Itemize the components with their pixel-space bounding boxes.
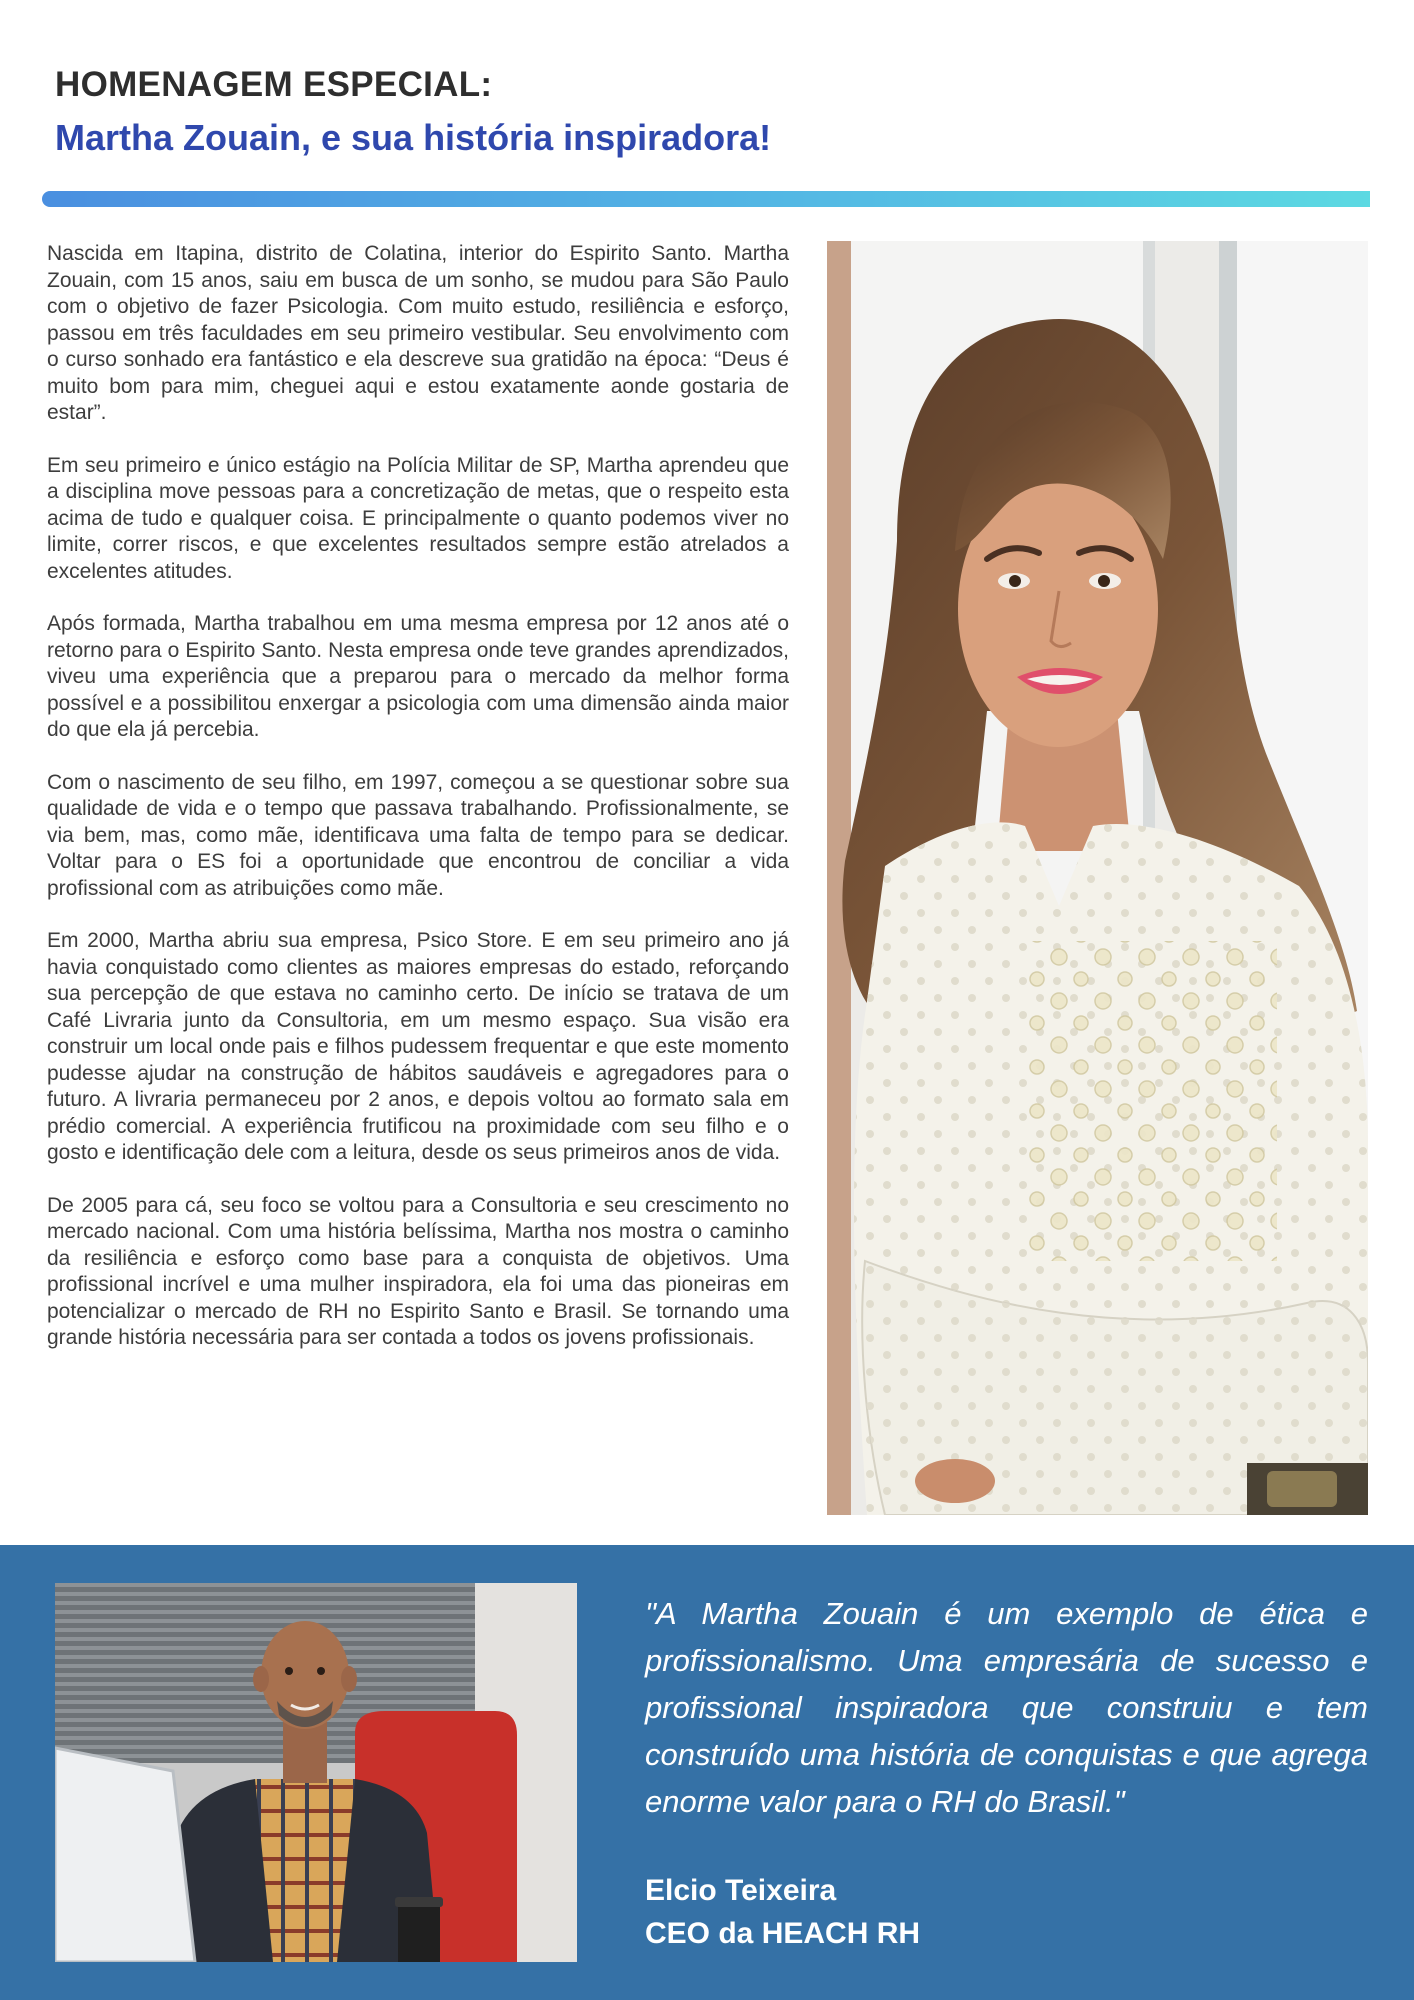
testimonial-band [0, 1545, 1414, 2000]
ceo-photo-cup [395, 1897, 443, 1962]
portrait-photo [827, 241, 1368, 1515]
testimonial-role: CEO da HEACH RH [645, 1917, 921, 1950]
article-paragraph: De 2005 para cá, seu foco se voltou para a Consultoria e seu crescimento no mercado nacional. Com uma história belíssima, Martha nos mostra o caminho da resiliência e esforço como base para a conquista de objetivos. Uma profissional incrível e uma mulher inspiradora, ela foi uma das pioneiras em potencializar o mercado de RH no Espirito Santo e Brasil. Se tornando uma grande história necessária para ser contada a todos os jovens profissionais. [47, 1193, 789, 1349]
testimonial-quote: "A Martha Zouain é um exemplo de ética e profissionalismo. Uma empresária de sucesso e profissional inspiradora que construiu e tem construído uma história de conquistas e que agrega enorme valor para o RH do Brasil." [645, 1596, 1368, 1819]
ceo-photo [55, 1583, 577, 1962]
ceo-photo-monitor [55, 1748, 195, 1962]
article-paragraph: Nascida em Itapina, distrito de Colatina, interior do Espirito Santo. Martha Zouain, com 15 anos, saiu em busca de um sonho, se mudou para São Paulo com o objetivo de fazer Psicologia. Com muito estudo, resiliência e esforço, passou em três faculdades em seu primeiro vestibular. Seu envolvimento com o curso sonhado era fantástico e ela descreve sua gratidão na época: “Deus é muito bom para mim, cheguei aqui e estou exatamente aonde gostaria de estar”. [47, 242, 789, 424]
portrait-illustration [827, 241, 1368, 1515]
article-paragraph: Com o nascimento de seu filho, em 1997, começou a se questionar sobre sua qualidade de vida e o tempo que passava trabalhando. Profissionalmente, se via bem, mas, como mãe, identificava uma falta de tempo para se dedicar. Voltar para o ES foi a oportunidade que encontrou de conciliar a vida profissional com as atribuições como mãe. [47, 770, 789, 900]
article-body [47, 241, 789, 1352]
ceo-illustration [55, 1583, 577, 1962]
article-paragraph: Após formada, Martha trabalhou em uma mesma empresa por 12 anos até o retorno para o Espirito Santo. Nesta empresa onde teve grandes aprendizados, viveu uma experiência que a preparou para o mercado da melhor forma possível e a possibilitou enxergar a psicologia com uma dimensão ainda maior do que ela já percebia. [47, 612, 789, 741]
gradient-divider [42, 191, 1370, 207]
section-kicker: HOMENAGEM ESPECIAL: [55, 65, 493, 104]
ceo-photo-head [261, 1621, 349, 1729]
photo-blouse-pearls [1027, 941, 1277, 1261]
article-paragraph: Em seu primeiro e único estágio na Polícia Militar de SP, Martha aprendeu que a disciplina move pessoas para a concretização de metas, que o respeito esta acima de tudo e qualquer coisa. E principalmente o quanto podemos viver no limite, correr riscos, e que excelentes resultados sempre estão atrelados a excelentes atitudes. [47, 453, 789, 583]
page-title: Martha Zouain, e sua história inspiradora! [55, 117, 772, 158]
testimonial-author: Elcio Teixeira [645, 1874, 837, 1907]
article-paragraph: Em 2000, Martha abriu sua empresa, Psico Store. E em seu primeiro ano já havia conquistado como clientes as maiores empresas do estado, reforçando sua percepção de que estava no caminho certo. De início se tratava de um Café Livraria junto da Consultoria, em um mesmo espaço. Sua visão era construir um local onde pais e filhos pudessem frequentar e que este momento pudesse ajudar na construção de hábitos saudáveis e agregadores para o futuro. A livraria permaneceu por 2 anos, e depois voltou ao formato sala em prédio comercial. A experiência frutificou na proximidade com seu filho e o gosto e identificação dele com a leitura, desde os seus primeiros anos de vida. [47, 929, 789, 1164]
